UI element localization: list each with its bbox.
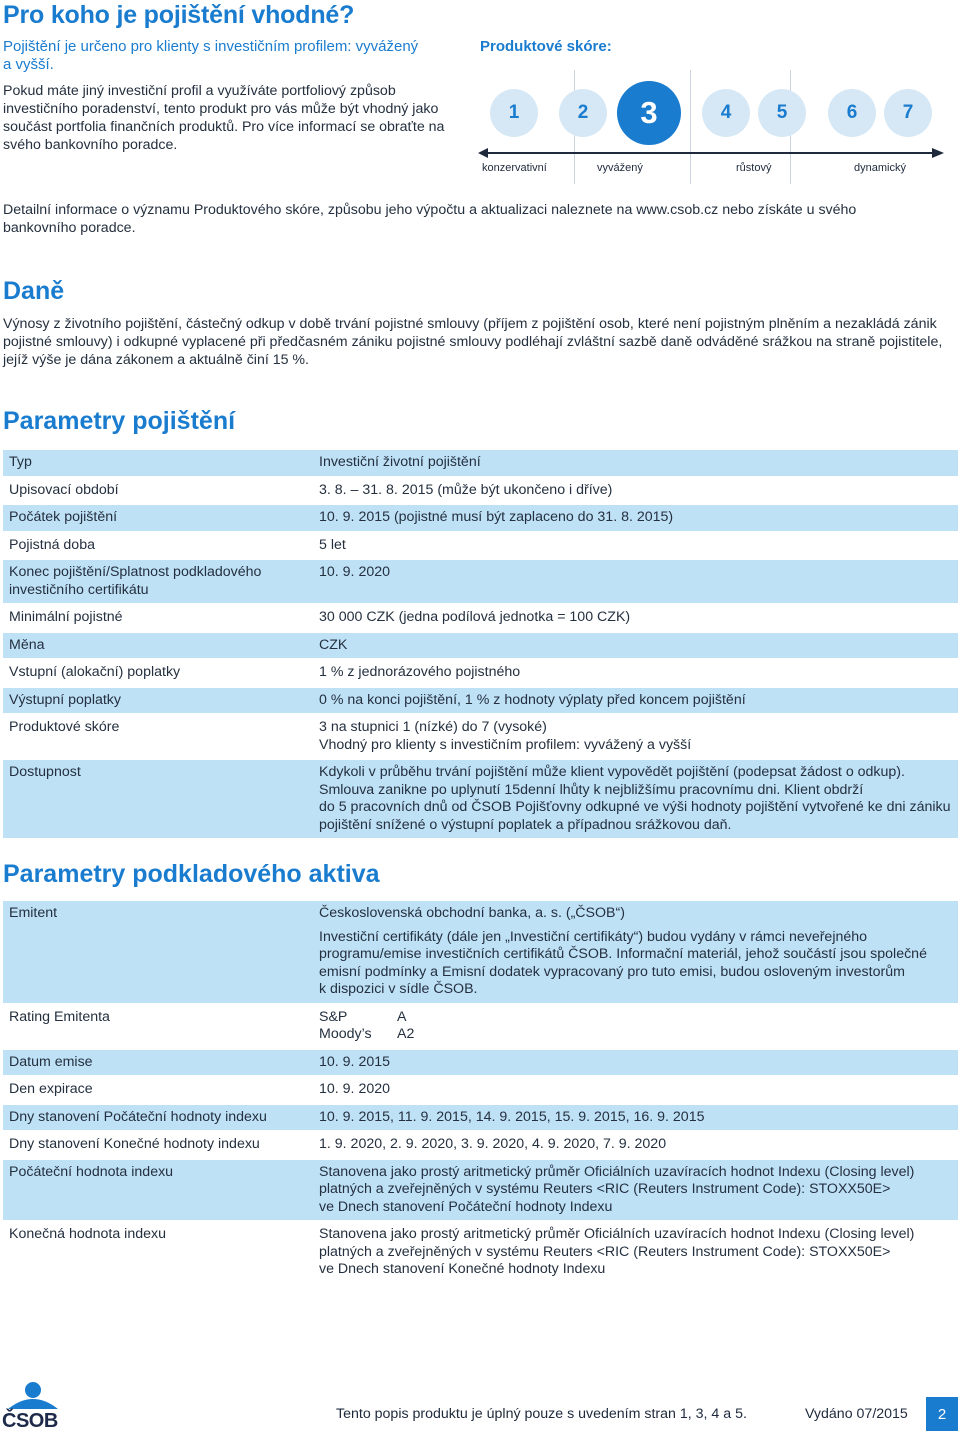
- table-row: [3, 1222, 958, 1283]
- row-label: Emitent: [3, 901, 313, 1003]
- table-row: [3, 715, 958, 758]
- section-title-taxes: Daně: [3, 277, 65, 305]
- asset-params-table: [3, 899, 958, 1285]
- emitent-name: Československá obchodní banka, a. s. („ČSOB“): [319, 905, 625, 921]
- table-row: [3, 1160, 958, 1221]
- score-divider: [690, 70, 691, 184]
- section-title-suitability: Pro koho je pojištění vhodné?: [3, 1, 355, 29]
- table-row: [3, 660, 958, 686]
- row-label: Minimální pojistné: [9, 609, 123, 625]
- score-label-growth: růstový: [736, 162, 772, 174]
- page-number-badge: 2: [926, 1397, 958, 1431]
- row-label: Pojistná doba: [9, 536, 95, 553]
- row-value: 10. 9. 2015: [313, 1050, 958, 1076]
- csob-logo-text: ČSOB: [2, 1410, 58, 1432]
- score-label-conservative: konzervativní: [482, 162, 547, 174]
- table-row: [3, 901, 958, 1003]
- row-label: Počáteční hodnota indexu: [3, 1160, 313, 1221]
- row-value: 3 na stupnici 1 (nízké) do 7 (vysoké) Vhodný pro klienty s investičním profilem: vyvážený a vyšší: [319, 719, 692, 753]
- rating-grade: A: [397, 1008, 407, 1025]
- section-title-insurance-params: Parametry pojištění: [3, 407, 236, 435]
- row-label: Rating Emitenta: [9, 1008, 110, 1025]
- product-score-title: Produktové skóre:: [480, 38, 612, 55]
- score-label-balanced: vyvážený: [597, 162, 643, 174]
- row-label: Počátek pojištění: [3, 505, 313, 531]
- table-row: [3, 1005, 958, 1048]
- row-value: [313, 901, 958, 1003]
- footer-note: Tento popis produktu je úplný pouze s uvedením stran 1, 3, 4 a 5.: [336, 1406, 747, 1422]
- score-level-5: 5: [758, 89, 806, 137]
- row-label: Dny stanovení Počáteční hodnoty indexu: [3, 1105, 313, 1131]
- rating-grade: A2: [397, 1026, 415, 1042]
- row-label: Měna: [3, 633, 313, 659]
- table-row: [3, 1105, 958, 1131]
- score-level-3-active: 3: [617, 81, 681, 145]
- score-label-dynamic: dynamický: [854, 162, 906, 174]
- row-value: 1. 9. 2020, 2. 9. 2020, 3. 9. 2020, 4. 9. 2020, 7. 9. 2020: [319, 1136, 667, 1152]
- row-label: Produktové skóre: [9, 719, 120, 735]
- row-label: Výstupní poplatky: [3, 688, 313, 714]
- score-level-2: 2: [559, 89, 607, 137]
- score-axis-line: [480, 152, 932, 154]
- table-row: [3, 760, 958, 838]
- rating-agency: Moody’s: [319, 1026, 372, 1042]
- footer-issue-date: Vydáno 07/2015: [805, 1406, 908, 1422]
- table-row: [3, 533, 958, 559]
- row-value: 5 let: [319, 536, 346, 553]
- score-level-4: 4: [702, 89, 750, 137]
- row-value: 0 % na konci pojištění, 1 % z hodnoty výplaty před koncem pojištění: [313, 688, 958, 714]
- row-value: Stanovena jako prostý aritmetický průměr Oficiálních uzavíracích hodnot Indexu (Closing level) platných a zveřejněných v systému Reuters <RIC (Reuters Instrument Code): STOXX50E> ve Dnech stanovení Konečné hodnoty Indexu: [319, 1226, 915, 1277]
- table-row: [3, 1132, 958, 1158]
- emitent-note: Investiční certifikáty (dále jen „Investiční certifikáty“) budou vydány v rámci neveřejného programu/emise investičních certifikátů ČSOB. Informační materiál, jehož součástí jsou společné emisní podmínky a Emisní dodatek vypracovaný pro tuto emisi, budou osloveným investorům k dispozici v sídle ČSOB.: [319, 928, 927, 997]
- row-label: Typ: [3, 450, 313, 476]
- row-value: [313, 1005, 958, 1048]
- table-row: [3, 450, 958, 476]
- row-label: Dny stanovení Konečné hodnoty indexu: [9, 1136, 260, 1152]
- rating-agency: S&P: [319, 1008, 348, 1025]
- rating-line: [319, 1026, 952, 1044]
- table-row: [3, 605, 958, 631]
- row-value: Kdykoli v průběhu trvání pojištění může klient vypovědět pojištění (podepsat žádost o odkup). Smlouva zanikne po uplynutí 15denní lhůty k nejbližšímu pracovnímu dni. Klient obdrží do 5 pracovních dnů od ČSOB Pojišťovny odkupné ve výši hodnoty pojištění vytvořené ke dni zániku pojištění snížené o výstupní poplatek a případnou srážkovou daň.: [313, 760, 958, 838]
- score-detail-note: Detailní informace o významu Produktového skóre, způsobu jeho výpočtu a aktualizaci naleznete na www.csob.cz nebo získáte u svého bankovního poradce.: [3, 202, 857, 236]
- row-label: Datum emise: [3, 1050, 313, 1076]
- score-level-1: 1: [490, 89, 538, 137]
- arrow-right-icon: [932, 148, 944, 158]
- row-label: Upisovací období: [9, 481, 119, 498]
- row-label: Konečná hodnota indexu: [9, 1226, 166, 1242]
- row-value: 10. 9. 2015, 11. 9. 2015, 14. 9. 2015, 15. 9. 2015, 16. 9. 2015: [313, 1105, 958, 1131]
- row-label: Konec pojištění/Splatnost podkladového investičního certifikátu: [3, 560, 313, 603]
- suitability-lead: Pojištění je určeno pro klienty s investičním profilem: vyvážený a vyšší.: [3, 38, 419, 73]
- table-row: [3, 1050, 958, 1076]
- rating-line: [319, 1009, 952, 1027]
- row-label: Den expirace: [9, 1081, 93, 1097]
- csob-logo-icon: [2, 1381, 64, 1411]
- arrow-left-icon: [478, 148, 488, 158]
- row-value: Investiční životní pojištění: [313, 450, 958, 476]
- table-row: [3, 478, 958, 504]
- row-value: 10. 9. 2020: [319, 1081, 390, 1097]
- product-score-scale: [478, 66, 948, 186]
- table-row: [3, 688, 958, 714]
- section-title-asset-params: Parametry podkladového aktiva: [3, 860, 380, 888]
- taxes-body: Výnosy z životního pojištění, částečný odkup v době trvání pojistné smlouvy (příjem z pojištění osob, které není pojistným plněním a nezakládá zánik pojistné smlouvy) i odkupné vyplacené při předčasném zániku pojistné smlouvy podléhají zvláštní sazbě daně odváděné srážkou na straně pojistitele, jejíž výše je dána zákonem a aktuálně činí 15 %.: [3, 316, 943, 368]
- row-label: Vstupní (alokační) poplatky: [9, 664, 181, 680]
- row-value: 10. 9. 2015 (pojistné musí být zaplaceno do 31. 8. 2015): [313, 505, 958, 531]
- row-value: CZK: [313, 633, 958, 659]
- row-value: 3. 8. – 31. 8. 2015 (může být ukončeno i dříve): [319, 481, 613, 498]
- suitability-body: Pokud máte jiný investiční profil a využíváte portfoliový způsob investičního poradenství, tento produkt pro vás může být vhodný jako součást portfolia finančních produktů. Pro více informací se obraťte na svého bankovního poradce.: [3, 83, 445, 153]
- row-label: Dostupnost: [3, 760, 313, 838]
- insurance-params-table: [3, 448, 958, 840]
- table-row: [3, 1077, 958, 1103]
- row-value: 1 % z jednorázového pojistného: [319, 664, 521, 680]
- row-value: Stanovena jako prostý aritmetický průměr Oficiálních uzavíracích hodnot Indexu (Closing level) platných a zveřejněných v systému Reuters <RIC (Reuters Instrument Code): STOXX50E> ve Dnech stanovení Počáteční hodnoty Indexu: [313, 1160, 958, 1221]
- table-row: [3, 505, 958, 531]
- row-value: 30 000 CZK (jedna podílová jednotka = 100 CZK): [319, 609, 631, 625]
- csob-logo: [2, 1381, 64, 1433]
- table-row: [3, 633, 958, 659]
- table-row: [3, 560, 958, 603]
- score-level-7: 7: [884, 89, 932, 137]
- row-value: 10. 9. 2020: [313, 560, 958, 603]
- score-level-6: 6: [828, 89, 876, 137]
